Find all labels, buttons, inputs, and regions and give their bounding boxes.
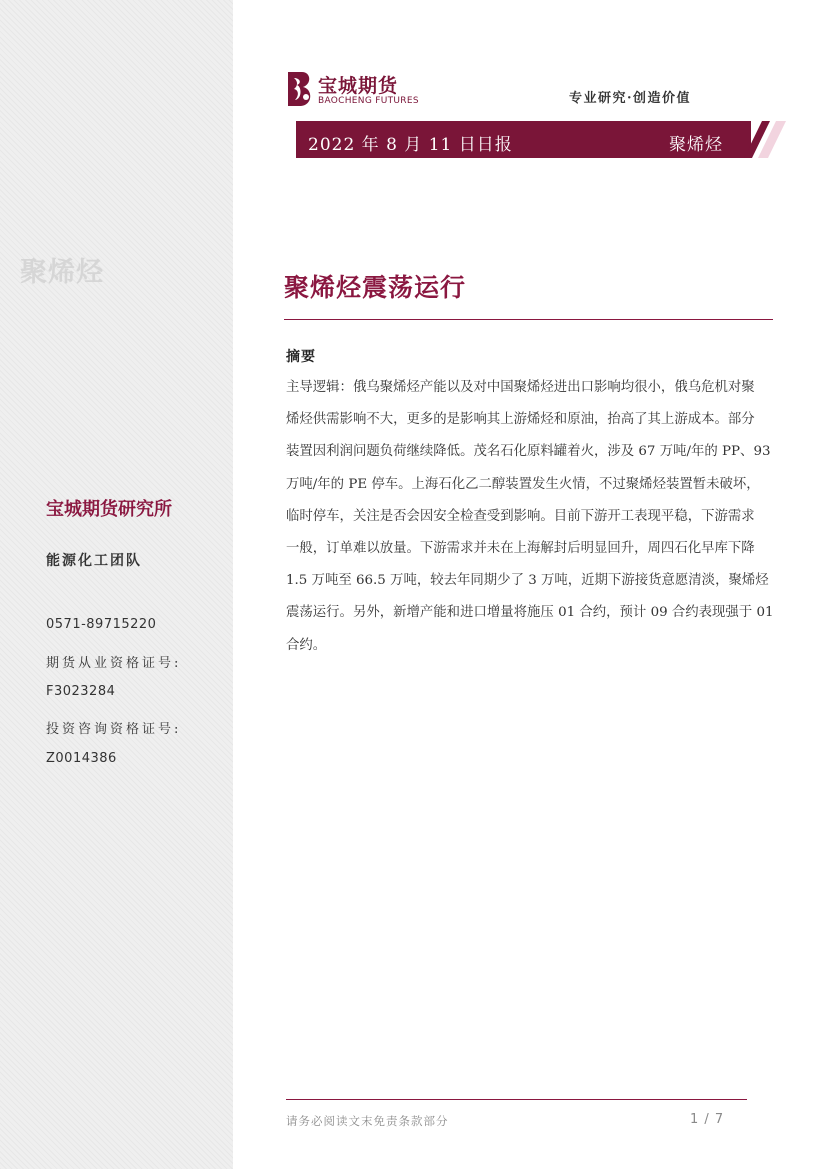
abstract-line: 万吨/年的 PE 停车。上海石化乙二醇装置发生火情，不过聚烯烃装置暂未破坏， — [286, 476, 760, 492]
abstract-line: 主导逻辑：俄乌聚烯烃产能以及对中国聚烯烃进出口影响均很小，俄乌危机对聚 — [286, 380, 755, 395]
footer-disclaimer: 请务必阅读文末免责条款部分 — [286, 1114, 449, 1128]
abstract-line: 装置因利润问题负荷继续降低。茂名石化原料罐着火，涉及 67 万吨/年的 PP、93 — [286, 444, 771, 460]
report-date: 2022 年 8 月 11 日日报 — [308, 135, 513, 155]
futures-cert-label: 期货从业资格证号: — [46, 656, 182, 671]
abstract-line: 烯烃供需影响不大，更多的是影响其上游烯烃和原油，抬高了其上游成本。部分 — [286, 412, 755, 428]
footer-divider — [286, 1099, 747, 1100]
date-banner — [296, 121, 786, 158]
invest-cert-number: Z0014386 — [46, 751, 117, 766]
title-divider — [284, 319, 773, 320]
invest-cert-label: 投资咨询资格证号: — [46, 722, 182, 737]
report-category-tag: 聚烯烃 — [669, 135, 723, 155]
abstract-line: 震荡运行。另外，新增产能和进口增量将施压 01 合约，预计 09 合约表现强于 01 — [286, 605, 774, 621]
abstract-line: 1.5 万吨至 66.5 万吨，较去年同期少了 3 万吨，近期下游接货意愿清淡，聚烯烃 — [286, 573, 769, 589]
phone-number: 0571-89715220 — [46, 617, 157, 632]
page-number: 1 / 7 — [690, 1112, 725, 1127]
futures-cert-number: F3023284 — [46, 684, 116, 699]
abstract-heading: 摘要 — [286, 349, 316, 365]
logo-b-icon — [284, 70, 316, 108]
company-logo — [284, 70, 424, 110]
logo-english: BAOCHENG FUTURES — [318, 96, 419, 106]
logo-name: 宝城期货 — [318, 75, 399, 97]
abstract-line: 临时停车，关注是否会因安全检查受到影响。目前下游开工表现平稳，下游需求 — [286, 508, 755, 524]
sidebar-category: 聚烯烃 — [20, 257, 104, 288]
team-name: 能源化工团队 — [46, 553, 142, 569]
abstract-body — [286, 372, 826, 662]
institute-name: 宝城期货研究所 — [46, 499, 172, 520]
report-title: 聚烯烃震荡运行 — [284, 273, 467, 302]
abstract-line: 一般，订单难以放量。下游需求并未在上海解封后明显回升，周四石化早库下降 — [286, 541, 755, 557]
abstract-line: 合约。 — [286, 637, 327, 653]
sidebar — [0, 0, 233, 1169]
slogan: 专业研究·创造价值 — [569, 91, 692, 106]
